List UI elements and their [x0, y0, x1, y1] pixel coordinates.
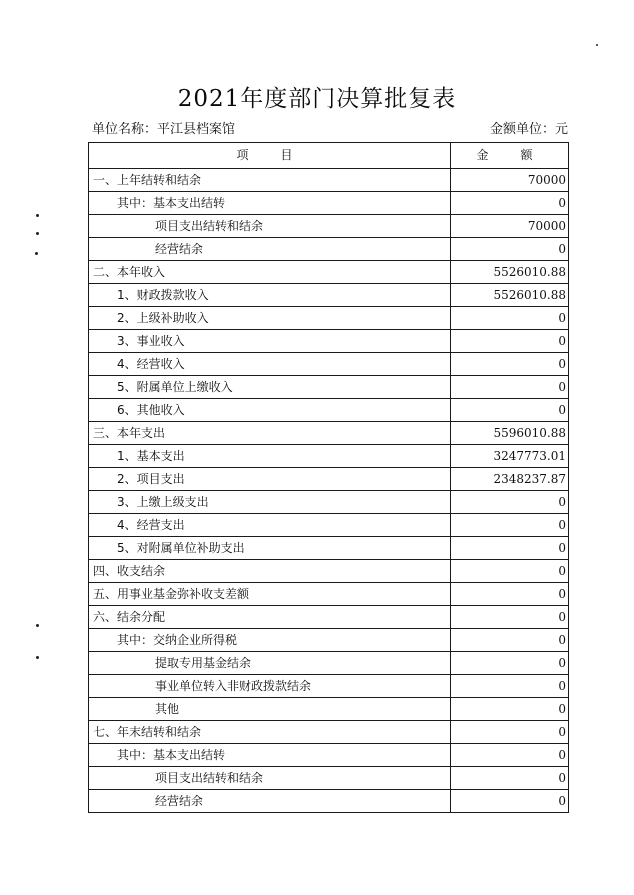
row-item-label: 七、年末结转和结余	[89, 721, 451, 744]
row-amount-value: 0	[451, 514, 569, 537]
scan-mark	[35, 252, 38, 255]
table-row	[89, 261, 569, 284]
unit-info-line	[92, 118, 568, 138]
table-header-row	[89, 143, 569, 169]
table-row	[89, 606, 569, 629]
amount-unit-label: 金额单位：元	[489, 122, 568, 137]
row-amount-value: 0	[451, 330, 569, 353]
row-amount-value: 0	[451, 192, 569, 215]
row-item-label: 经营结余	[89, 238, 451, 261]
row-item-label: 4、经营收入	[89, 353, 451, 376]
table-row	[89, 376, 569, 399]
table-row	[89, 468, 569, 491]
row-amount-value: 70000	[451, 215, 569, 238]
table-row	[89, 744, 569, 767]
row-amount-value: 0	[451, 744, 569, 767]
row-amount-value: 5526010.88	[451, 261, 569, 284]
row-amount-value: 0	[451, 675, 569, 698]
table-row	[89, 514, 569, 537]
row-amount-value: 5596010.88	[451, 422, 569, 445]
row-item-label: 五、用事业基金弥补收支差额	[89, 583, 451, 606]
row-amount-value: 0	[451, 652, 569, 675]
amount-column-header: 金 额	[451, 143, 569, 169]
row-item-label: 3、事业收入	[89, 330, 451, 353]
row-amount-value: 0	[451, 583, 569, 606]
row-amount-value: 0	[451, 629, 569, 652]
budget-approval-table	[88, 142, 569, 813]
row-item-label: 项目支出结转和结余	[89, 215, 451, 238]
table-row	[89, 422, 569, 445]
row-amount-value: 0	[451, 790, 569, 813]
row-item-label: 1、财政拨款收入	[89, 284, 451, 307]
row-item-label: 5、对附属单位补助支出	[89, 537, 451, 560]
row-amount-value: 2348237.87	[451, 468, 569, 491]
table-row	[89, 284, 569, 307]
scan-mark	[36, 624, 39, 627]
row-item-label: 其中：基本支出结转	[89, 744, 451, 767]
item-column-header: 项 目	[89, 143, 451, 169]
table-row	[89, 698, 569, 721]
row-item-label: 六、结余分配	[89, 606, 451, 629]
row-amount-value: 70000	[451, 169, 569, 192]
table-row	[89, 238, 569, 261]
table-row	[89, 583, 569, 606]
row-amount-value: 0	[451, 307, 569, 330]
table-row	[89, 767, 569, 790]
row-amount-value: 0	[451, 491, 569, 514]
row-amount-value: 3247773.01	[451, 445, 569, 468]
table-row	[89, 652, 569, 675]
table-row	[89, 629, 569, 652]
table-row	[89, 675, 569, 698]
scan-mark	[36, 656, 39, 659]
row-amount-value: 0	[451, 376, 569, 399]
table-row	[89, 721, 569, 744]
row-item-label: 3、上缴上级支出	[89, 491, 451, 514]
row-item-label: 其中：交纳企业所得税	[89, 629, 451, 652]
table-row	[89, 169, 569, 192]
table-body	[89, 169, 569, 813]
row-item-label: 一、上年结转和结余	[89, 169, 451, 192]
scan-mark	[596, 44, 598, 46]
table-row	[89, 790, 569, 813]
row-amount-value: 0	[451, 399, 569, 422]
row-amount-value: 0	[451, 698, 569, 721]
row-amount-value: 0	[451, 537, 569, 560]
row-item-label: 1、基本支出	[89, 445, 451, 468]
table-row	[89, 445, 569, 468]
row-item-label: 四、收支结余	[89, 560, 451, 583]
row-item-label: 经营结余	[89, 790, 451, 813]
row-item-label: 三、本年支出	[89, 422, 451, 445]
row-amount-value: 0	[451, 238, 569, 261]
row-item-label: 2、上级补助收入	[89, 307, 451, 330]
unit-name-label: 单位名称：平江县档案馆	[92, 122, 236, 137]
table-row	[89, 491, 569, 514]
scan-mark	[36, 214, 39, 217]
table-row	[89, 307, 569, 330]
row-item-label: 其他	[89, 698, 451, 721]
row-item-label: 2、项目支出	[89, 468, 451, 491]
document-title: 2021年度部门决算批复表	[177, 86, 457, 112]
row-amount-value: 0	[451, 721, 569, 744]
row-amount-value: 0	[451, 353, 569, 376]
row-amount-value: 0	[451, 560, 569, 583]
scan-mark	[36, 232, 39, 235]
row-item-label: 5、附属单位上缴收入	[89, 376, 451, 399]
table-row	[89, 399, 569, 422]
row-amount-value: 0	[451, 767, 569, 790]
row-item-label: 6、其他收入	[89, 399, 451, 422]
table-row	[89, 192, 569, 215]
row-item-label: 二、本年收入	[89, 261, 451, 284]
row-amount-value: 5526010.88	[451, 284, 569, 307]
table-row	[89, 537, 569, 560]
table-row	[89, 353, 569, 376]
row-item-label: 4、经营支出	[89, 514, 451, 537]
row-item-label: 事业单位转入非财政拨款结余	[89, 675, 451, 698]
table-row	[89, 330, 569, 353]
table-row	[89, 560, 569, 583]
row-amount-value: 0	[451, 606, 569, 629]
row-item-label: 其中：基本支出结转	[89, 192, 451, 215]
table-row	[89, 215, 569, 238]
row-item-label: 项目支出结转和结余	[89, 767, 451, 790]
row-item-label: 提取专用基金结余	[89, 652, 451, 675]
